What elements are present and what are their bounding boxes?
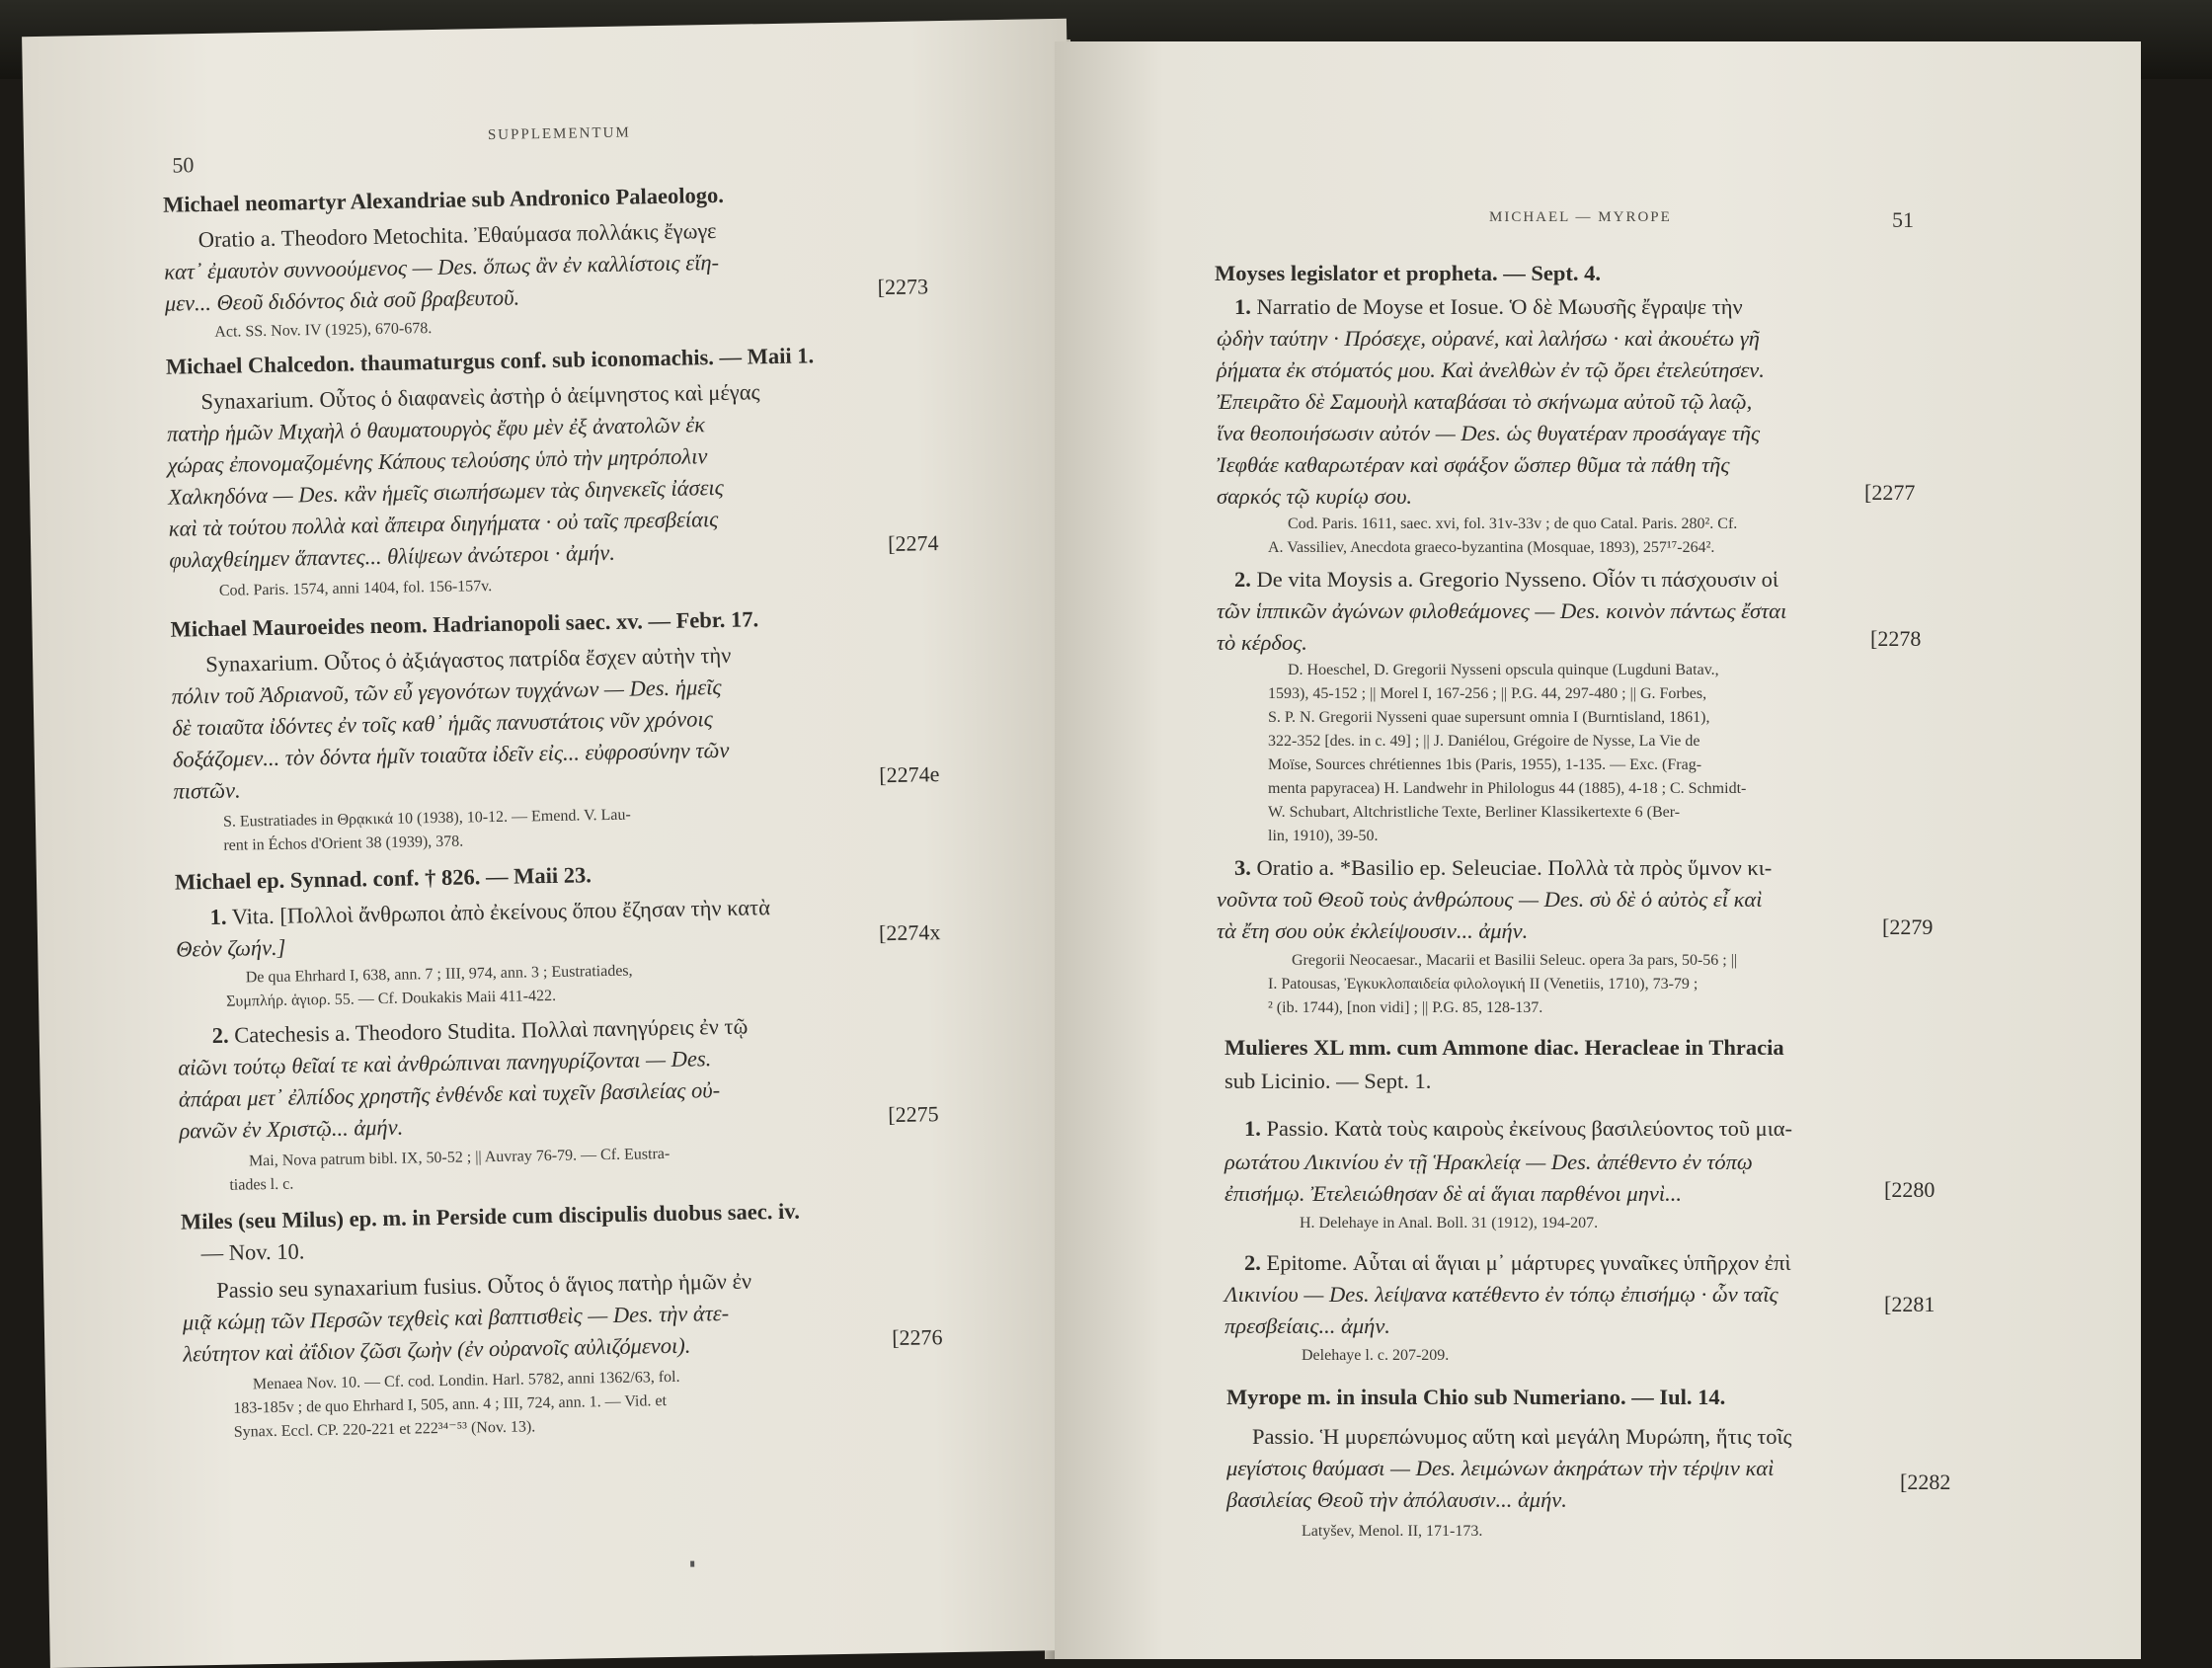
entry-line: — Nov. 10. (200, 1238, 305, 1266)
reference-line: Synax. Eccl. CP. 220-221 et 222³⁴⁻⁵³ (Nov. 13). (233, 1418, 536, 1441)
reference-line: ² (ib. 1744), [non vidi] ; || P.G. 85, 128-137. (1268, 999, 1543, 1016)
entry-line: βασιλείας Θεοῦ τὴν ἀπόλαυσιν... ἀμήν. (1226, 1487, 1567, 1512)
reference-line: Latyšev, Menol. II, 171-173. (1302, 1523, 1483, 1540)
entry-line: Synaxarium. Οὗτος ὁ διαφανεὶς ἀστὴρ ὁ ἀείμνηστος καὶ μέγας (200, 379, 760, 415)
reference-line: Συμπλήρ. ἁγιορ. 55. — Cf. Doukakis Maii 411-422. (226, 987, 557, 1010)
entry-line: τὰ ἔτη σου οὐκ ἐκλείψουσιν... ἀμήν. (1217, 918, 1529, 943)
entry-text: Vita. [Πολλοὶ ἄνθρωποι ἀπὸ ἐκείνους ὅπου ἔζησαν τὴν κατὰ (231, 895, 771, 929)
entry-line: καὶ τὰ τούτου πολλὰ καὶ ἄπειρα διηγήματα · οὐ ταῖς πρεσβείαις (168, 507, 719, 541)
running-head: SUPPLEMENTUM (487, 124, 631, 144)
entry-number: [2279 (1882, 914, 1934, 939)
entry-line: Oratio a. Theodoro Metochita. Ἐθαύμασα πολλάκις ἔγωγε (198, 217, 717, 253)
entry-line: δοξάζομεν... τὸν δόντα ἡμῖν τοιαῦτα ἰδεῖν εἰς... εὐφροσύνην τῶν (172, 737, 730, 772)
entry-number: [2273 (877, 274, 929, 300)
entry-number: [2275 (888, 1101, 939, 1128)
reference-line: Gregorii Neocaesar., Macarii et Basilii Seleuc. opera 3a pars, 50-56 ; || (1292, 952, 1738, 969)
entry-line: ᾠδὴν ταύτην · Πρόσεχε, οὐρανέ, καὶ λαλήσω · καὶ ἀκουέτω γῆ (1217, 326, 1760, 351)
entry-line (1244, 1112, 1792, 1146)
reference-line: I. Patousas, Ἐγκυκλοπαιδεία φιλολογική II (Venetiis, 1710), 73-79 ; (1268, 976, 1698, 993)
right-page (1055, 41, 2141, 1659)
reference-line: Act. SS. Nov. IV (1925), 670-678. (214, 320, 433, 341)
item-number: 1. (1244, 1116, 1261, 1141)
entry-line (1234, 851, 1772, 885)
reference-line: D. Hoeschel, D. Gregorii Nysseni opscula quinque (Lugduni Batav., (1288, 662, 1719, 678)
entry-line: χώρας ἐπονομαζομένης Κάπους τελούσης ὑπὸ τὴν μητρόπολιν (167, 443, 708, 478)
entry-text: Narratio de Moyse et Iosue. Ὁ δὲ Μωυσῆς ἔγραψε τὴν (1256, 294, 1743, 319)
item-number: 2. (1244, 1250, 1261, 1275)
item-number: 1. (209, 904, 227, 930)
entry-line: Θεὸν ζωήν.] (176, 934, 286, 962)
entry-line: κατ᾽ ἐμαυτὸν συννοούμενος — Des. ὅπως ἂν ἐν καλλίστοις εἴη- (164, 249, 720, 284)
entry-line: Passio seu synaxarium fusius. Οὗτος ὁ ἅγιος πατὴρ ἡμῶν ἐν (216, 1268, 752, 1303)
entry-line (209, 891, 770, 934)
reference-line: H. Delehaye in Anal. Boll. 31 (1912), 194-207. (1300, 1215, 1599, 1231)
reference-line: De qua Ehrhard I, 638, ann. 7 ; III, 974, ann. 3 ; Eustratiades, (245, 962, 633, 987)
entry-line: πρεσβείαις... ἀμήν. (1224, 1313, 1390, 1338)
headword: Michael Chalcedon. thaumaturgus conf. sub iconomachis. — Maii 1. (165, 343, 815, 379)
entry-line: λεύτητον καὶ ἀΐδιον ζῶσι ζωὴν (ἐν οὐρανοῖς αὐλιζόμενοι). (183, 1332, 691, 1367)
entry-line: Ἰεφθάε καθαρωτέραν καὶ σφάξον ὥσπερ θῦμα τὰ πάθη τῆς (1217, 452, 1730, 477)
entry-line: Synaxarium. Οὗτος ὁ ἀξιάγαστος πατρίδα ἔσχεν αὐτὴν τὴν (204, 642, 732, 677)
entry-line (1224, 1031, 1784, 1065)
reference-line: menta papyracea) H. Landwehr in Philologus 44 (1885), 4-18 ; C. Schmidt- (1268, 780, 1747, 797)
entry-text: Oratio a. *Basilio ep. Seleuciae. Πολλὰ τὰ πρὸς ὕμνον κι- (1256, 855, 1773, 880)
entry-line: μεγίστοις θαύμασι — Des. λειμώνων ἀκηράτων τὴν τέρψιν καὶ (1226, 1456, 1775, 1480)
reference-line: Cod. Paris. 1611, saec. xvi, fol. 31v-33v ; de quo Catal. Paris. 280². Cf. (1288, 516, 1738, 532)
reference-line: Menaea Nov. 10. — Cf. cod. Londin. Harl. 5782, anni 1362/63, fol. (252, 1368, 680, 1393)
reference-line: tiades l. c. (229, 1175, 294, 1194)
entry-line: Λικινίου — Des. λείψανα κατέθεντο ἐν τόπῳ ἐπισήμῳ · ὧν ταῖς (1224, 1282, 1778, 1307)
entry-text: De vita Moysis a. Gregorio Nysseno. Οἷόν τι πάσχουσιν οἱ (1256, 567, 1778, 592)
reference-line: rent in Échos d'Orient 38 (1939), 378. (223, 833, 464, 854)
entry-line: πιστῶν. (173, 777, 241, 804)
entry-line: τῶν ἱππικῶν ἀγώνων φιλοθεάμονες — Des. κοινὸν πάντως ἔσται (1217, 598, 1787, 623)
entry-line (1234, 563, 1778, 596)
entry-line: Passio. Ἡ μυρεπώνυμος αὕτη καὶ μεγάλη Μυρώπη, ἥτις τοῖς (1252, 1424, 1792, 1449)
entry-line: ἐπισήμῳ. Ἐτελειώθησαν δὲ αἱ ἅγιαι παρθένοι μηνὶ... (1224, 1181, 1682, 1206)
entry-number: [2276 (891, 1324, 943, 1351)
entry-line: σαρκός τῷ κυρίῳ σου. (1217, 484, 1413, 509)
entry-line: ρωτάτου Λικινίου ἐν τῇ Ἡρακλείᾳ — Des. ἀπέθεντο ἐν τόπῳ (1224, 1150, 1753, 1174)
entry-number: [2277 (1864, 480, 1916, 505)
reference-line: Cod. Paris. 1574, anni 1404, fol. 156-157v. (218, 578, 493, 599)
page-number: 50 (172, 152, 195, 178)
entry-number: [2274e (879, 761, 940, 788)
entry-text: Catechesis a. Theodoro Studita. Πολλαὶ πανηγύρεις ἐν τῷ (234, 1013, 749, 1048)
entry-line (175, 858, 592, 899)
headword: Michael neomartyr Alexandriae sub Andronico Palaeologo. (162, 182, 725, 217)
reference-line: S. P. N. Gregorii Nysseni quae supersunt omnia I (Burntisland, 1861), (1268, 709, 1710, 726)
item-number: 3. (1234, 855, 1251, 880)
item-number: 2. (211, 1022, 229, 1049)
reference-line: 183-185v ; de quo Ehrhard I, 505, ann. 4 ; III, 724, ann. 1. — Vid. et (233, 1392, 668, 1417)
entry-line (1215, 257, 1601, 290)
entry-number: [2282 (1900, 1469, 1951, 1494)
entry-line: sub Licinio. — Sept. 1. (1224, 1069, 1432, 1093)
printer-mark (690, 1561, 694, 1567)
reference-line: W. Schubart, Altchristliche Texte, Berliner Klassikertexte 6 (Ber- (1268, 804, 1681, 821)
reference-line: S. Eustratiades in Θρᾳκικά 10 (1938), 10-12. — Emend. V. Lau- (222, 806, 631, 831)
entry-number: [2274x (878, 919, 941, 946)
reference-line: A. Vassiliev, Anecdota graeco-byzantina (Mosquae, 1893), 257¹⁷-264². (1268, 539, 1715, 556)
headword: Miles (seu Milus) ep. m. in Perside cum discipulis duobus saec. iv. (180, 1198, 801, 1234)
entry-line: ἵνα θεοποιήσωσιν αὐτόν — Des. ὡς θυγατέραν προσάγαγε τῆς (1217, 421, 1761, 445)
page-number: 51 (1892, 207, 1914, 232)
entry-line: αἰῶνι τούτῳ θεῖαί τε καὶ ἀνθρώπιναι πανηγυρίζονται — Des. (178, 1046, 712, 1080)
headword: Moyses legislator et propheta. — Sept. 4. (1215, 261, 1602, 285)
item-number: 1. (1234, 294, 1251, 319)
reference-line: 1593), 45-152 ; || Morel I, 167-256 ; || P.G. 44, 297-480 ; || G. Forbes, (1268, 685, 1707, 702)
entry-number: [2278 (1870, 626, 1922, 651)
running-head: MICHAEL — MYROPE (1489, 209, 1672, 225)
headword: Mulieres XL mm. cum Ammone diac. Heracleae in Thracia (1224, 1035, 1784, 1060)
entry-line: νοῦντα τοῦ Θεοῦ τοὺς ἀνθρώπους — Des. σὺ δὲ ὁ αὐτὸς εἶ καὶ (1217, 887, 1763, 912)
entry-line: πόλιν τοῦ Ἀδριανοῦ, τῶν εὖ γεγονότων τυγχάνων — Des. ἡμεῖς (171, 674, 722, 709)
headword: Michael ep. Synnad. conf. † 826. — Maii 23. (174, 862, 592, 895)
entry-line: μιᾷ κώμῃ τῶν Περσῶν τεχθεὶς καὶ βαπτισθεὶς — Des. τὴν ἀτε- (182, 1300, 730, 1335)
entry-text: Passio. Κατὰ τοὺς καιροὺς ἐκείνους βασιλεύοντος τοῦ μια- (1266, 1116, 1793, 1141)
entry-line: Ἐπειρᾶτο δὲ Σαμουὴλ καταβάσαι τὸ σκήνωμα αὐτοῦ τῷ λαῷ, (1217, 389, 1753, 414)
entry-line: μεν... Θεοῦ διδόντος διὰ σοῦ βραβευτοῦ. (164, 284, 520, 316)
entry-line: δὲ τοιαῦτα ἰδόντες ἐν τοῖς καθ᾽ ἡμᾶς πανυστάτοις νῦν χρόνοις (172, 706, 713, 741)
entry-text: Epitome. Αὗται αἱ ἅγιαι μ᾽ μάρτυρες γυναῖκες ὑπῆρχον ἐπὶ (1266, 1250, 1791, 1275)
entry-line: ῥήματα ἐκ στόματός μου. Καὶ ἀνελθὼν ἐν τῷ ὄρει ἐτελεύτησεν. (1217, 357, 1765, 382)
entry-number: [2281 (1884, 1292, 1936, 1316)
entry-line: φυλαχθείημεν ἅπαντες... θλίψεων ἀνώτεροι · ἀμήν. (169, 539, 616, 573)
entry-line (1244, 1246, 1791, 1280)
entry-line (1234, 290, 1743, 324)
reference-line: Delehaye l. c. 207-209. (1302, 1347, 1450, 1364)
entry-line: ρανῶν ἐν Χριστῷ... ἀμήν. (179, 1114, 404, 1144)
item-number: 2. (1234, 567, 1251, 592)
entry-line: τὸ κέρδος. (1217, 630, 1307, 655)
entry-number: [2280 (1884, 1177, 1936, 1202)
reference-line: Moïse, Sources chrétiennes 1bis (Paris, 1955), 1-135. — Exc. (Frag- (1268, 756, 1702, 773)
entry-number: [2274 (887, 530, 939, 557)
reference-line: Mai, Nova patrum bibl. IX, 50-52 ; || Auvray 76-79. — Cf. Eustra- (248, 1145, 671, 1170)
entry-line: ἀπάραι μετ᾽ ἐλπίδος χρηστῆς ἐνθένδε καὶ τυχεῖν βασιλείας οὐ- (178, 1077, 721, 1112)
headword: Michael Mauroeides neom. Hadrianopoli saec. xv. — Febr. 17. (170, 606, 759, 642)
left-page (22, 19, 1095, 1668)
entry-line: πατὴρ ἡμῶν Μιχαὴλ ὁ θαυματουργὸς ἔφυ μὲν ἐξ ἀνατολῶν ἐκ (166, 412, 706, 446)
entry-line (181, 1195, 800, 1239)
reference-line: 322-352 [des. in c. 49] ; || J. Daniélou, Grégoire de Nysse, La Vie de (1268, 733, 1700, 750)
reference-line: lin, 1910), 39-50. (1268, 828, 1379, 844)
entry-line: Χαλκηδόνα — Des. κἂν ἡμεῖς σιωπήσωμεν τὰς διηνεκεῖς ἰάσεις (168, 474, 725, 510)
entry-line (1226, 1381, 1725, 1414)
headword: Myrope m. in insula Chio sub Numeriano. — Iul. 14. (1226, 1385, 1726, 1409)
